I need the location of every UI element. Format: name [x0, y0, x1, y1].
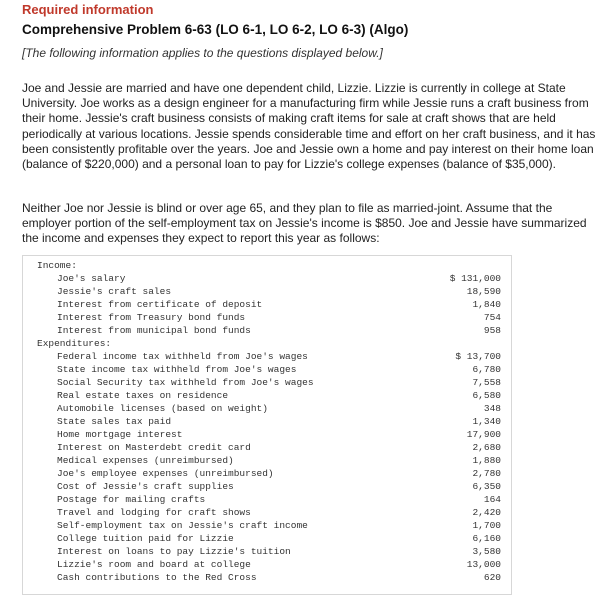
row-label: Real estate taxes on residence [57, 390, 229, 401]
row-label: Cash contributions to the Red Cross [57, 572, 257, 583]
scenario-paragraph: Joe and Jessie are married and have one dependent child, Lizzie. Lizzie is currently in college at State University. Joe works as a design engineer for a manufacturing firm while Jessie runs a craft business from their home. Jessie's craft business consists of making craft items for sale at craft shows that are held periodically at various locations. Jessie spends considerable time and effort on her craft business, and it has been consistently profitable over the years. Joe and Jessie own a home and pay interest on their home loan (balance of $220,000) and a personal loan to pay for Lizzie's college expenses (balance of $35,000). [22, 81, 596, 172]
row-label: Joe's employee expenses (unreimbursed) [57, 468, 274, 479]
row-label: State sales tax paid [57, 416, 172, 427]
row-label: Social Security tax withheld from Joe's wages [57, 377, 314, 388]
table-row [23, 481, 511, 494]
row-amount: 1,340 [472, 416, 501, 427]
table-row [23, 403, 511, 416]
row-label: Postage for mailing crafts [57, 494, 206, 505]
intro-note: [The following information applies to the questions displayed below.] [22, 46, 383, 60]
row-label: Interest on loans to pay Lizzie's tuition [57, 546, 291, 557]
table-row [23, 533, 511, 546]
row-amount: 6,160 [472, 533, 501, 544]
table-row [23, 286, 511, 299]
table-row [23, 442, 511, 455]
row-label: Federal income tax withheld from Joe's wages [57, 351, 308, 362]
row-amount: 13,000 [466, 559, 501, 570]
table-row [23, 325, 511, 338]
row-amount: 348 [483, 403, 501, 414]
row-label: College tuition paid for Lizzie [57, 533, 234, 544]
table-row [23, 390, 511, 403]
table-row [23, 507, 511, 520]
income-heading: Income: [37, 260, 77, 271]
row-label: Travel and lodging for craft shows [57, 507, 251, 518]
row-label: Jessie's craft sales [57, 286, 172, 297]
row-label: Cost of Jessie's craft supplies [57, 481, 234, 492]
row-amount: 1,880 [472, 455, 501, 466]
table-row [23, 429, 511, 442]
expenditures-heading: Expenditures: [37, 338, 112, 349]
row-amount: 1,840 [472, 299, 501, 310]
table-row [23, 273, 511, 286]
problem-title: Comprehensive Problem 6-63 (LO 6-1, LO 6-2, LO 6-3) (Algo) [22, 22, 409, 37]
row-label: Interest on Masterdebt credit card [57, 442, 251, 453]
table-row [23, 468, 511, 481]
table-row [23, 416, 511, 429]
row-amount: 7,558 [472, 377, 501, 388]
row-amount: $ 13,700 [455, 351, 501, 362]
row-amount: 958 [483, 325, 501, 336]
required-information-heading: Required information [22, 2, 154, 17]
row-label: Automobile licenses (based on weight) [57, 403, 268, 414]
filing-paragraph: Neither Joe nor Jessie is blind or over age 65, and they plan to file as married-joint. Assume that the employer portion of the self-employment tax on Jessie's income is $850. Joe and Jessie have summarized the income and expenses they expect to report this year as follows: [22, 201, 587, 246]
table-row [23, 351, 511, 364]
row-amount: 6,780 [472, 364, 501, 375]
row-label: Lizzie's room and board at college [57, 559, 251, 570]
income-expense-table [22, 255, 512, 595]
row-label: Interest from Treasury bond funds [57, 312, 246, 323]
row-amount: 164 [483, 494, 501, 505]
row-amount: 2,780 [472, 468, 501, 479]
table-row [23, 572, 511, 585]
row-amount: 6,580 [472, 390, 501, 401]
row-label: State income tax withheld from Joe's wages [57, 364, 297, 375]
row-label: Medical expenses (unreimbursed) [57, 455, 234, 466]
row-amount: 754 [483, 312, 501, 323]
row-amount: 2,420 [472, 507, 501, 518]
row-label: Interest from certificate of deposit [57, 299, 263, 310]
table-row [23, 520, 511, 533]
table-row [23, 455, 511, 468]
row-amount: 3,580 [472, 546, 501, 557]
table-row [23, 299, 511, 312]
row-amount: 17,900 [466, 429, 501, 440]
row-label: Joe's salary [57, 273, 126, 284]
table-row [23, 559, 511, 572]
table-row [23, 377, 511, 390]
table-row [23, 364, 511, 377]
table-row [23, 312, 511, 325]
row-amount: 18,590 [466, 286, 501, 297]
row-label: Home mortgage interest [57, 429, 183, 440]
row-amount: 620 [483, 572, 501, 583]
row-label: Self-employment tax on Jessie's craft income [57, 520, 308, 531]
table-row [23, 546, 511, 559]
row-amount: 2,680 [472, 442, 501, 453]
table-row [23, 494, 511, 507]
row-amount: $ 131,000 [449, 273, 501, 284]
row-label: Interest from municipal bond funds [57, 325, 251, 336]
row-amount: 1,700 [472, 520, 501, 531]
row-amount: 6,350 [472, 481, 501, 492]
